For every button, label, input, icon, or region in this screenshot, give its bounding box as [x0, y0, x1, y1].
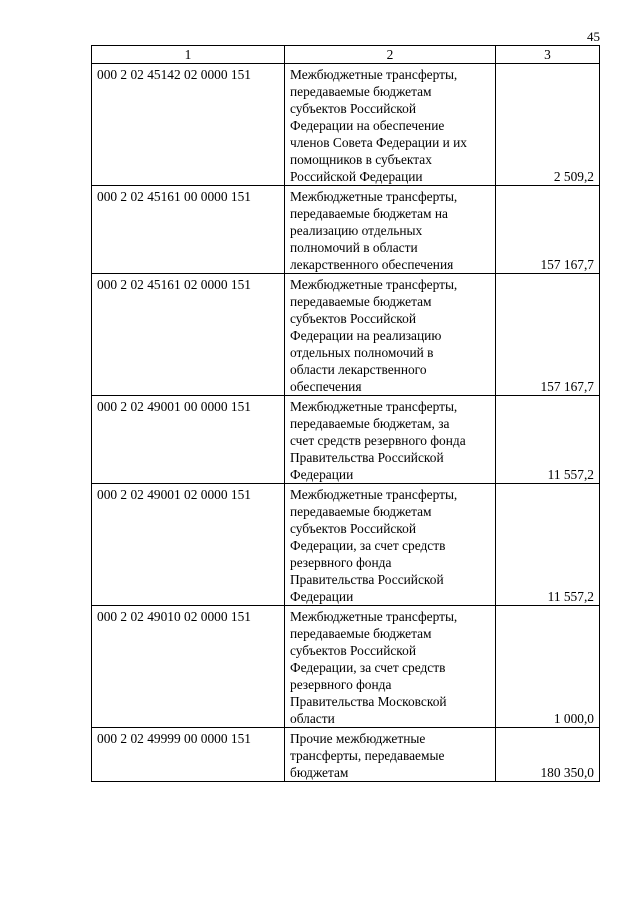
description-line: Межбюджетные трансферты,: [290, 67, 458, 82]
table-row: [92, 64, 600, 186]
budget-classification-code: 000 2 02 49001 00 0000 151: [92, 396, 285, 484]
description-line: Межбюджетные трансферты,: [290, 277, 458, 292]
column-header-name: 2: [285, 46, 496, 64]
description-line: передаваемые бюджетам: [290, 294, 432, 309]
page-number: 45: [587, 29, 600, 44]
description-line: Правительства Российской: [290, 450, 444, 465]
description-line: помощников в субъектах: [290, 152, 432, 167]
description-line: субъектов Российской: [290, 101, 416, 116]
column-header-code: 1: [92, 46, 285, 64]
description-line: Межбюджетные трансферты,: [290, 399, 458, 414]
description-line: трансферты, передаваемые: [290, 748, 445, 763]
amount-value: 11 557,2: [496, 484, 600, 606]
description-line: Межбюджетные трансферты,: [290, 189, 458, 204]
table-row: [92, 274, 600, 396]
description-line: субъектов Российской: [290, 643, 416, 658]
transfer-description: [285, 606, 496, 728]
description-line: субъектов Российской: [290, 311, 416, 326]
transfer-description: [285, 728, 496, 782]
description-line: Прочие межбюджетные: [290, 731, 426, 746]
budget-transfers-table: [91, 45, 600, 782]
budget-classification-code: 000 2 02 49999 00 0000 151: [92, 728, 285, 782]
description-line: передаваемые бюджетам, за: [290, 416, 450, 431]
description-line: Федерации: [290, 589, 354, 604]
table-row: [92, 396, 600, 484]
description-line: передаваемые бюджетам: [290, 504, 432, 519]
table-row: [92, 484, 600, 606]
description-line: области: [290, 711, 335, 726]
description-line: Федерации: [290, 467, 354, 482]
amount-value: 1 000,0: [496, 606, 600, 728]
description-line: области лекарственного: [290, 362, 427, 377]
description-line: Правительства Российской: [290, 572, 444, 587]
description-line: полномочий в области: [290, 240, 418, 255]
description-line: Правительства Московской: [290, 694, 447, 709]
amount-value: 180 350,0: [496, 728, 600, 782]
description-line: субъектов Российской: [290, 521, 416, 536]
description-line: передаваемые бюджетам: [290, 84, 432, 99]
description-line: передаваемые бюджетам на: [290, 206, 448, 221]
description-line: счет средств резервного фонда: [290, 433, 466, 448]
description-line: членов Совета Федерации и их: [290, 135, 467, 150]
description-line: бюджетам: [290, 765, 349, 780]
budget-classification-code: 000 2 02 49010 02 0000 151: [92, 606, 285, 728]
amount-value: 157 167,7: [496, 274, 600, 396]
transfer-description: [285, 274, 496, 396]
amount-value: 2 509,2: [496, 64, 600, 186]
budget-classification-code: 000 2 02 45161 00 0000 151: [92, 186, 285, 274]
description-line: отдельных полномочий в: [290, 345, 434, 360]
description-line: Межбюджетные трансферты,: [290, 487, 458, 502]
amount-value: 11 557,2: [496, 396, 600, 484]
description-line: реализацию отдельных: [290, 223, 423, 238]
description-line: резервного фонда: [290, 677, 392, 692]
description-line: Федерации на реализацию: [290, 328, 442, 343]
description-line: передаваемые бюджетам: [290, 626, 432, 641]
description-line: Федерации, за счет средств: [290, 660, 446, 675]
description-line: обеспечения: [290, 379, 362, 394]
header-row: [92, 46, 600, 64]
transfer-description: [285, 64, 496, 186]
budget-classification-code: 000 2 02 45142 02 0000 151: [92, 64, 285, 186]
description-line: Федерации на обеспечение: [290, 118, 445, 133]
budget-classification-code: 000 2 02 45161 02 0000 151: [92, 274, 285, 396]
description-line: резервного фонда: [290, 555, 392, 570]
table-row: [92, 728, 600, 782]
table-body: [92, 64, 600, 782]
table-row: [92, 186, 600, 274]
transfer-description: [285, 484, 496, 606]
transfer-description: [285, 186, 496, 274]
transfer-description: [285, 396, 496, 484]
table-header: [92, 46, 600, 64]
column-header-amount: 3: [496, 46, 600, 64]
table-row: [92, 606, 600, 728]
description-line: Федерации, за счет средств: [290, 538, 446, 553]
budget-classification-code: 000 2 02 49001 02 0000 151: [92, 484, 285, 606]
amount-value: 157 167,7: [496, 186, 600, 274]
description-line: лекарственного обеспечения: [290, 257, 454, 272]
description-line: Межбюджетные трансферты,: [290, 609, 458, 624]
description-line: Российской Федерации: [290, 169, 423, 184]
